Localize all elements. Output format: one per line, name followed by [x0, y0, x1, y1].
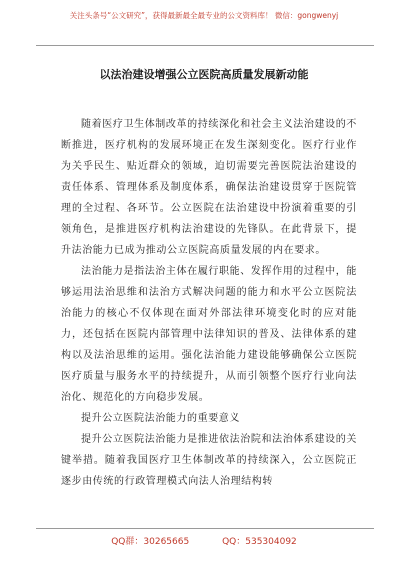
document-title: 以法治建设增强公立医院高质量发展新动能 — [99, 68, 309, 81]
footer-qq-group: QQ群：30265665 — [111, 537, 190, 547]
footer — [0, 534, 408, 547]
header-divider — [36, 45, 374, 46]
footer-divider — [36, 528, 374, 529]
paragraph-2: 法治能力是指法治主体在履行职能、发挥作用的过程中，能够运用法治思维和法治方式解决问题的能力和水平公立医院法治能力的核心不仅体现在面对外部法律环境变化时的应对能力，还包括在医院内部管理中法律知识的普及、法律体系的建构以及法治思维的运用。强化法治能力建设能够确保公立医院医疗质量与服务水平的持续提升，从而引领整个医疗行业向法治化、规范化的方向稳步发展。 — [61, 266, 357, 403]
document-body — [61, 114, 357, 492]
paragraph-1: 随着医疗卫生体制改革的持续深化和社会主义法治建设的不断推进，医疗机构的发展环境正在发生深刻变化。医疗行业作为关乎民生、贴近群众的领域，迫切需要完善医院法治建设的责任体系、管理体系及制度体系，确保法治建设贯穿于医院管理的全过程、各环节。公立医院在法治建设中扮演着重要的引领角色，是推进医疗机构法治建设的先锋队。在此背景下，提升法治能力已成为推动公立医院高质量发展的内在要求。 — [61, 119, 357, 256]
section-heading: 提升公立医院法治能力的重要意义 — [81, 413, 240, 424]
footer-qq: QQ：535304092 — [222, 537, 297, 547]
paragraph-3: 提升公立医院法治能力是推进依法治院和法治体系建设的关键举措。随着我国医疗卫生体制改革的持续深入，公立医院正逐步由传统的行政管理模式向法人治理结构转 — [61, 434, 357, 487]
header-note: 关注头条号“公文研究”，获得最新最全最专业的公文资料库！ 微信：gongwenyj — [69, 11, 339, 20]
